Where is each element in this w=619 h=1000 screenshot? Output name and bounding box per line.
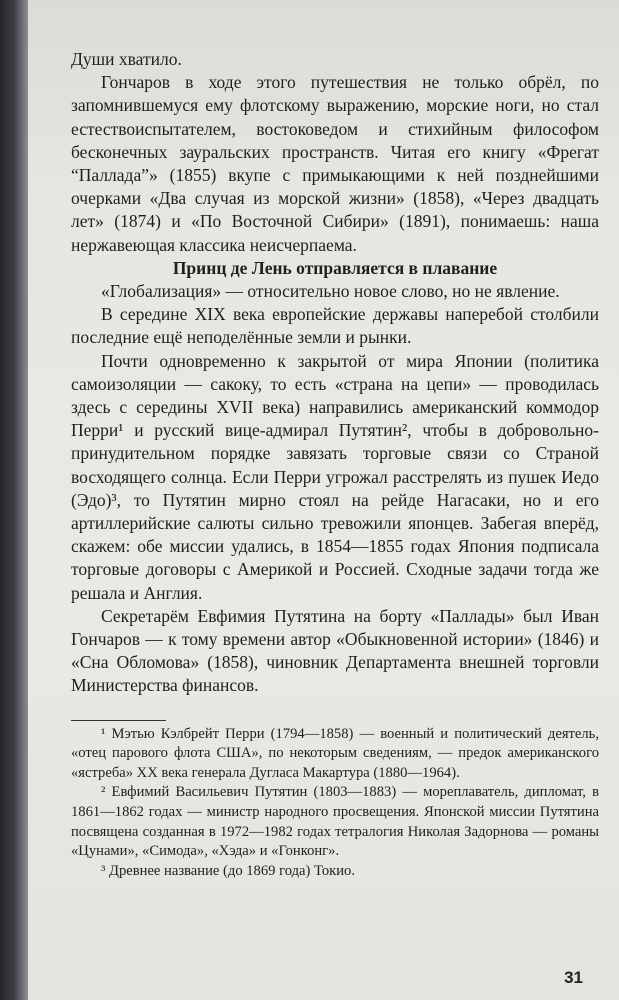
paragraph-european-powers: В середине XIX века европейские державы наперебой столбили последние ещё неподелённые земли и рынки.: [71, 304, 599, 348]
page-number: 31: [564, 968, 583, 987]
book-page: [28, 0, 619, 1000]
footnote-3: ³ Древнее название (до 1869 года) Токио.: [101, 862, 355, 879]
footnote-1: ¹ Мэтью Кэлбрейт Перри (1794—1858) — военный и политический деятель, «отец парового флота США», по некоторым сведениям, — предок американского «ястреба» XX века генерала Дугласа Макартура (1880—1964).: [71, 725, 599, 781]
page-content: [71, 48, 599, 881]
footnote-2: ² Евфимий Васильевич Путятин (1803—1883) — мореплаватель, дипломат, в 1861—1862 годах — министр народного просвещения. Японской миссии Путятина посвящена созданная в 1972—1982 годах тетралогия Николая Задорнова — романы «Цунами», «Симода», «Хэда» и «Гонконг».: [71, 784, 599, 860]
paragraph-secretary: Секретарём Евфимия Путятина на борту «Паллады» был Иван Гончаров — к тому времени автор «Обыкновенной истории» (1846) и «Сна Обломова» (1858), чиновник Департамента внешней торговли Министерства финансов.: [71, 605, 599, 696]
paragraph-goncharov-journey: Гончаров в ходе этого путешествия не только обрёл, по запомнившемуся ему флотскому выражению, морские ноги, но стал естествоиспытателем, востоковедом и стихийным философом бесконечных зауральских пространств. Читая его книгу «Фрегат “Паллада”» (1855) вкупе с примыкающими к ней позднейшими очерками «Два случая из морской жизни» (1858), «Через двадцать лет» (1874) и «По Восточной Сибири» (1891), понимаешь: наша нержавеющая классика неисчерпаема.: [71, 72, 599, 255]
paragraph-globalization: «Глобализация» — относительно новое слово, но не явление.: [101, 281, 560, 302]
footnote-divider: [71, 720, 166, 721]
paragraph-souls: Души хватило.: [71, 49, 182, 69]
section-heading: Принц де Лень отправляется в плавание: [172, 257, 498, 278]
paragraph-japan-missions: Почти одновременно к закрытой от мира Японии (политика самоизоляции — сакоку, то есть «страна на цепи» — проводилась здесь с середины XVII века) направились американский коммодор Перри¹ и русский вице-адмирал Путятин², чтобы в добровольно-принудительном порядке завязать торговые связи со Страной восходящего солнца. Если Перри угрожал расстрелять из пушек Иедо (Эдо)³, то Путятин мирно стоял на рейде Нагасаки, но и его артиллерийские салюты сильно тревожили японцев. Забегая вперёд, скажем: обе миссии удались, в 1854—1855 годах Япония подписала торговые договоры с Америкой и Россией. Сходные задачи тогда же решала и Англия.: [71, 350, 599, 603]
